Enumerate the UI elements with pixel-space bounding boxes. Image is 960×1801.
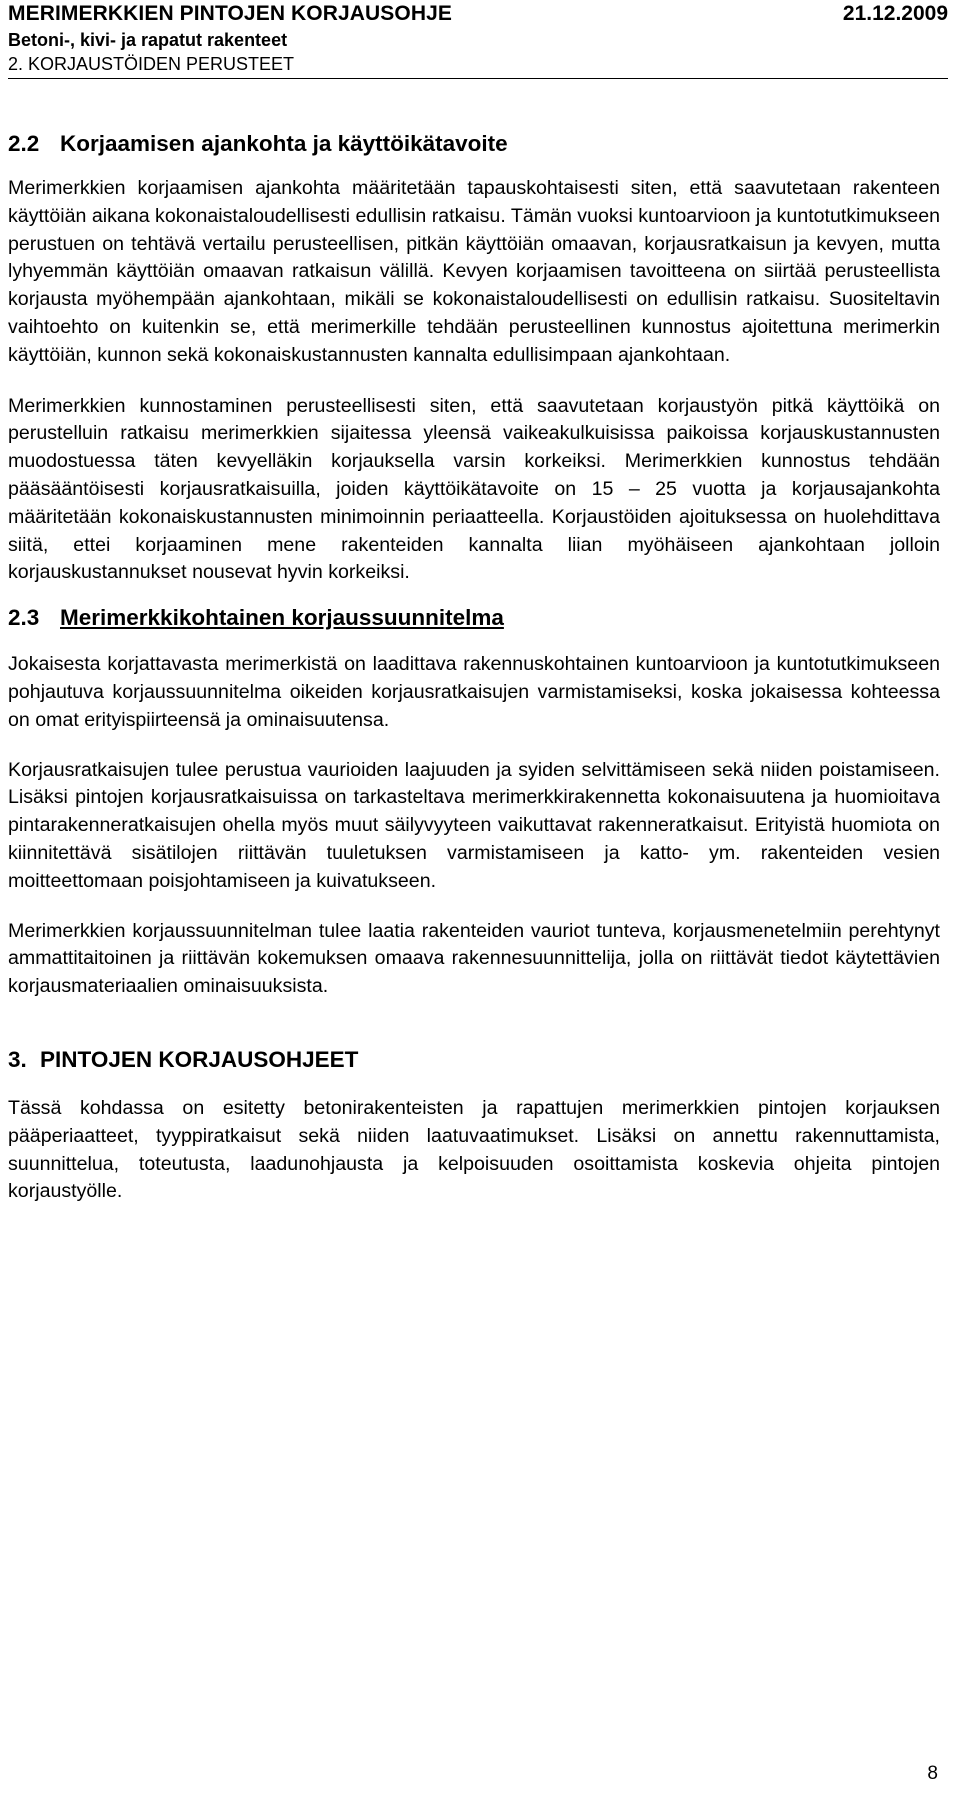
document-title: MERIMERKKIEN PINTOJEN KORJAUSOHJE xyxy=(8,2,452,25)
section-heading-2-2 xyxy=(8,127,940,161)
section-title: PINTOJEN KORJAUSOHJEET xyxy=(40,1046,359,1072)
page-header xyxy=(8,2,948,76)
document-date: 21.12.2009 xyxy=(842,2,948,25)
paragraph: Jokaisesta korjattavasta merimerkistä on laadittava rakennuskohtainen kuntoarvioon ja kuntotutkimukseen pohjautuva korjaussuunnitelma oikeiden korjausratkaisujen varmistamiseksi, koska jokaisessa kohteessa on omat erityispiirteensä ja ominaisuutensa. xyxy=(8,653,940,731)
chapter-title: 2. KORJAUSTÖIDEN PERUSTEET xyxy=(8,54,295,74)
page-content xyxy=(8,116,940,1228)
header-divider xyxy=(8,78,948,79)
paragraph: Merimerkkien korjaussuunnitelman tulee laatia rakenteiden vauriot tunteva, korjausmenetelmiin perehtynyt ammattitaitoinen ja riittävän kokemuksen omaava rakennesuunnittelija, jolla on riittävät tiedot käytettävien korjausmateriaalien ominaisuuksista. xyxy=(8,919,940,998)
paragraph: Tässä kohdassa on esitetty betonirakenteisten ja rapattujen merimerkkien pintojen korjauksen pääperiaatteet, tyyppiratkaisut sekä niiden laatuvaatimukset. Lisäksi on annettu rakennuttamista, suunnittelua, toteutusta, laadunohjausta ja kelpoisuuden osoittamista koskevia ohjeita pintojen korjaustyölle. xyxy=(8,1096,940,1203)
section-heading-2-3 xyxy=(8,601,940,635)
section-number: 3. xyxy=(8,1046,27,1072)
section-title: Merimerkkikohtainen korjaussuunnitelma xyxy=(60,605,504,631)
paragraph: Merimerkkien korjaamisen ajankohta määritetään tapauskohtaisesti siten, että saavutetaan rakenteen käyttöiän aikana kokonaistaloudellisesti edullisin ratkaisu. Tämän vuoksi kuntoarvioon ja kuntotutkimukseen perustuen on tehtävä vertailu perusteellisen, pitkän käyttöiän omaavan, korjausratkaisun ja kevyen, mutta lyhyemmän käyttöiän omaavan ratkaisun välillä. Kevyen korjaamisen tavoitteena on siirtää perusteellista korjausta myöhempään ajankohtaan, mikäli se kokonaistaloudellisesti on edullisin ratkaisu. Suositeltavin vaihtoehto on kuitenkin se, että merimerkille tehdään perusteellinen kunnostus ajoitettuna merimerkin käyttöiän, kunnon sekä kokonaiskustannusten kannalta edullisimpaan ajankohtaan. xyxy=(8,177,940,366)
section-number: 2.2 xyxy=(8,131,40,156)
section-number: 2.3 xyxy=(8,605,40,631)
section-heading-3 xyxy=(8,1043,940,1077)
paragraph: Merimerkkien kunnostaminen perusteellisesti siten, että saavutetaan korjaustyön pitkä käyttöikä on perustelluin ratkaisu merimerkkien sijaitessa yleensä vaikeakulkuisissa paikoissa korjauskustannusten muodostuessa täten kevyelläkin korjauksella varsin korkeiksi. Merimerkkien kunnostus tehdään pääsääntöisesti korjausratkaisuilla, joiden käyttöikätavoite on 15 – 25 vuotta ja korjausajankohta määritetään kokonaiskustannusten minimoinnin periaatteella. Korjaustöiden ajoituksessa on huolehdittava siitä, ettei korjaaminen mene rakenteiden kannalta liian myöhäiseen ajankohtaan jolloin korjauskustannukset nousevat hyvin korkeiksi. xyxy=(8,394,940,584)
section-title: Korjaamisen ajankohta ja käyttöikätavoite xyxy=(60,131,508,156)
document-subtitle: Betoni-, kivi- ja rapatut rakenteet xyxy=(8,30,288,50)
header-top-row xyxy=(8,2,948,28)
paragraph: Korjausratkaisujen tulee perustua vaurioiden laajuuden ja syiden selvittämiseen sekä niiden poistamiseen. Lisäksi pintojen korjausratkaisuissa on tarkasteltava merimerkkirakennetta kokonaisuutena ja huomioitava pintarakenneratkaisujen ohella myös muut säilyvyyteen vaikuttavat rakenneratkaisut. Erityistä huomiota on kiinnitettävä sisätilojen riittävän tuuletuksen varmistamiseen ja katto- ym. rakenteiden vesien moitteettomaan poisjohtamiseen ja kuivatukseen. xyxy=(8,758,940,892)
page-number: 8 xyxy=(927,1763,938,1784)
